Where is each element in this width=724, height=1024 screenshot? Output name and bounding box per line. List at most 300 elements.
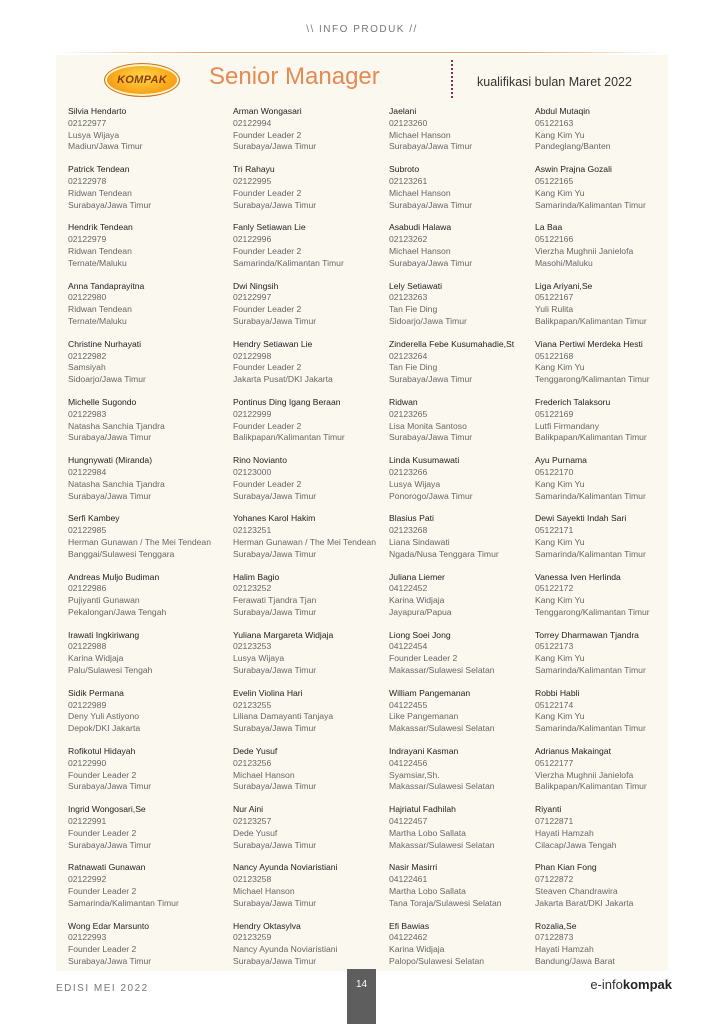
- member-sponsor: Yuli Rulita: [535, 304, 574, 315]
- member-location: Surabaya/Jawa Timur: [233, 665, 317, 676]
- member-name: Michelle Sugondo: [68, 396, 137, 407]
- member-sponsor: Herman Gunawan / The Mei Tendean: [233, 536, 376, 547]
- member-sponsor: Founder Leader 2: [68, 886, 137, 897]
- member-name: Wong Edar Marsunto: [68, 920, 150, 931]
- member-sponsor: Hayati Hamzah: [535, 944, 594, 955]
- member-location: Pekalongan/Jawa Tengah: [68, 606, 167, 617]
- member-name: Rofikotul Hidayah: [68, 746, 136, 757]
- member-location: Balikpapan/Kalimantan Timur: [233, 432, 345, 443]
- member-id: 02122977: [68, 117, 107, 128]
- member-name: Frederich Talaksoru: [535, 396, 611, 407]
- title-separator: [451, 60, 453, 98]
- member-sponsor: Tan Fie Ding: [389, 362, 438, 373]
- member-id: 02122998: [233, 350, 272, 361]
- member-name: Torrey Dharmawan Tjandra: [535, 629, 639, 640]
- member-id: 05122169: [535, 408, 574, 419]
- member-sponsor: Founder Leader 2: [233, 187, 302, 198]
- member-name: Rino Novianto: [233, 455, 287, 466]
- page-number: 14: [347, 969, 376, 1024]
- member-entry: [535, 804, 695, 862]
- member-sponsor: Michael Hanson: [233, 769, 295, 780]
- member-entry: [68, 281, 228, 339]
- member-id: 02123268: [389, 525, 428, 536]
- member-id: 02123257: [233, 816, 272, 827]
- member-entry: [389, 164, 549, 222]
- member-name: Vanessa Iven Herlinda: [535, 571, 621, 582]
- member-name: Anna Tandaprayitna: [68, 280, 145, 291]
- member-location: Surabaya/Jawa Timur: [233, 199, 317, 210]
- member-name: Blasius Pati: [389, 513, 434, 524]
- member-location: Cilacap/Jawa Tengah: [535, 839, 617, 850]
- member-location: Surabaya/Jawa Timur: [68, 781, 152, 792]
- member-name: Aswin Prajna Gozali: [535, 164, 612, 175]
- member-entry: [68, 630, 228, 688]
- member-sponsor: Karina Widjaja: [389, 944, 445, 955]
- member-entry: [68, 746, 228, 804]
- member-sponsor: Kang Kim Yu: [535, 187, 585, 198]
- member-id: 02122986: [68, 583, 107, 594]
- member-entry: [535, 688, 695, 746]
- member-id: 04122457: [389, 816, 428, 827]
- member-id: 02122988: [68, 641, 107, 652]
- member-entry: [68, 106, 228, 164]
- member-name: Ayu Purnama: [535, 455, 587, 466]
- member-name: Abdul Mutaqin: [535, 106, 590, 116]
- member-entry: [389, 339, 549, 397]
- member-sponsor: Lusya Wijaya: [68, 129, 120, 140]
- member-sponsor: Hayati Hamzah: [535, 827, 594, 838]
- member-name: Liga Ariyani,Se: [535, 280, 593, 291]
- member-location: Tana Toraja/Sulawesi Selatan: [389, 897, 502, 908]
- member-name: Fanly Setiawan Lie: [233, 222, 306, 233]
- brand-bold: kompak: [622, 977, 672, 992]
- member-location: Balikpapan/Kalimantan Timur: [535, 432, 647, 443]
- member-id: 02123253: [233, 641, 272, 652]
- member-name: Irawati Ingkiriwang: [68, 629, 140, 640]
- member-name: Nancy Ayunda Noviaristiani: [233, 862, 338, 873]
- member-sponsor: Martha Lobo Sallata: [389, 886, 466, 897]
- member-location: Surabaya/Jawa Timur: [68, 956, 152, 967]
- member-location: Jakarta Barat/DKI Jakarta: [535, 897, 634, 908]
- member-location: Palu/Sulawesi Tengah: [68, 665, 153, 676]
- page-title: Senior Manager: [209, 63, 380, 90]
- member-location: Surabaya/Jawa Timur: [233, 548, 317, 559]
- member-entry: [535, 164, 695, 222]
- member-location: Surabaya/Jawa Timur: [233, 956, 317, 967]
- member-sponsor: Founder Leader 2: [233, 129, 302, 140]
- member-location: Samarinda/Kalimantan Timur: [535, 199, 646, 210]
- member-column-2: [233, 106, 393, 979]
- member-id: 04122452: [389, 583, 428, 594]
- member-id: 02122989: [68, 699, 107, 710]
- member-sponsor: Natasha Sanchia Tjandra: [68, 420, 165, 431]
- member-entry: [389, 397, 549, 455]
- member-entry: [233, 455, 393, 513]
- top-divider: [56, 52, 668, 53]
- member-location: Makassar/Sulawesi Selatan: [389, 723, 495, 734]
- member-name: La Baa: [535, 222, 563, 233]
- member-location: Makassar/Sulawesi Selatan: [389, 781, 495, 792]
- member-entry: [68, 339, 228, 397]
- member-sponsor: Ferawati Tjandra Tjan: [233, 595, 317, 606]
- member-name: Yuliana Margareta Widjaja: [233, 629, 334, 640]
- member-location: Balikpapan/Kalimantan Timur: [535, 781, 647, 792]
- member-entry: [233, 339, 393, 397]
- member-sponsor: Steaven Chandrawira: [535, 886, 618, 897]
- member-sponsor: Samsiyah: [68, 362, 106, 373]
- member-location: Surabaya/Jawa Timur: [233, 490, 317, 501]
- member-id: 05122170: [535, 466, 574, 477]
- member-entry: [535, 572, 695, 630]
- member-id: 07122873: [535, 932, 574, 943]
- member-entry: [68, 572, 228, 630]
- member-location: Sidoarjo/Jawa Timur: [389, 315, 467, 326]
- member-sponsor: Founder Leader 2: [68, 769, 137, 780]
- member-name: Yohanes Karol Hakim: [233, 513, 316, 524]
- member-id: 07122871: [535, 816, 574, 827]
- member-name: Efi Bawias: [389, 920, 430, 931]
- member-sponsor: Ridwan Tendean: [68, 245, 132, 256]
- member-location: Samarinda/Kalimantan Timur: [535, 490, 646, 501]
- member-sponsor: Kang Kim Yu: [535, 595, 585, 606]
- member-sponsor: Founder Leader 2: [233, 304, 302, 315]
- member-entry: [68, 862, 228, 920]
- member-location: Sidoarjo/Jawa Timur: [68, 374, 146, 385]
- member-entry: [233, 630, 393, 688]
- member-sponsor: Nancy Ayunda Noviaristiani: [233, 944, 338, 955]
- member-name: Viana Pertiwi Merdeka Hesti: [535, 338, 643, 349]
- member-location: Surabaya/Jawa Timur: [389, 199, 473, 210]
- member-name: Patrick Tendean: [68, 164, 130, 175]
- member-id: 05122172: [535, 583, 574, 594]
- member-sponsor: Pujiyanti Gunawan: [68, 595, 140, 606]
- brand-wordmark: [590, 977, 672, 992]
- member-entry: [535, 339, 695, 397]
- member-entry: [68, 222, 228, 280]
- member-name: Dewi Sayekti Indah Sari: [535, 513, 627, 524]
- member-id: 02123259: [233, 932, 272, 943]
- member-column-4: [535, 106, 695, 979]
- page-subtitle: kualifikasi bulan Maret 2022: [477, 75, 632, 89]
- member-location: Surabaya/Jawa Timur: [389, 374, 473, 385]
- edition-label: EDISI MEI 2022: [56, 983, 149, 994]
- member-id: 02123263: [389, 292, 428, 303]
- member-id: 07122872: [535, 874, 574, 885]
- member-entry: [389, 513, 549, 571]
- member-location: Tenggarong/Kalimantan Timur: [535, 606, 650, 617]
- member-entry: [389, 222, 549, 280]
- member-name: Evelin Violina Hari: [233, 687, 303, 698]
- member-name: Liong Soei Jong: [389, 629, 451, 640]
- member-name: Juliana Liemer: [389, 571, 445, 582]
- member-id: 02123256: [233, 757, 272, 768]
- member-entry: [233, 572, 393, 630]
- brand-prefix: e-info: [590, 977, 623, 992]
- member-sponsor: Founder Leader 2: [233, 420, 302, 431]
- member-sponsor: Kang Kim Yu: [535, 711, 585, 722]
- member-location: Surabaya/Jawa Timur: [233, 315, 317, 326]
- member-entry: [535, 222, 695, 280]
- member-sponsor: Ridwan Tendean: [68, 304, 132, 315]
- member-name: Robbi Habli: [535, 687, 580, 698]
- member-id: 02123261: [389, 175, 428, 186]
- member-id: 02123260: [389, 117, 428, 128]
- member-sponsor: Kang Kim Yu: [535, 536, 585, 547]
- member-location: Surabaya/Jawa Timur: [233, 897, 317, 908]
- member-name: Serfi Kambey: [68, 513, 120, 524]
- member-location: Samarinda/Kalimantan Timur: [535, 665, 646, 676]
- member-name: Andreas Muljo Budiman: [68, 571, 160, 582]
- member-entry: [535, 630, 695, 688]
- member-location: Surabaya/Jawa Timur: [68, 839, 152, 850]
- member-id: 05122174: [535, 699, 574, 710]
- member-sponsor: Like Pangemanan: [389, 711, 459, 722]
- member-name: Ridwan: [389, 396, 418, 407]
- member-name: Riyanti: [535, 804, 562, 815]
- member-id: 02123251: [233, 525, 272, 536]
- member-entry: [535, 862, 695, 920]
- member-name: Ingrid Wongosari,Se: [68, 804, 146, 815]
- member-name: Dede Yusuf: [233, 746, 278, 757]
- member-id: 05122171: [535, 525, 574, 536]
- member-id: 02123255: [233, 699, 272, 710]
- member-sponsor: Founder Leader 2: [68, 827, 137, 838]
- member-id: 05122167: [535, 292, 574, 303]
- member-sponsor: Founder Leader 2: [68, 944, 137, 955]
- member-name: Pontinus Ding Igang Beraan: [233, 396, 341, 407]
- member-id: 02122993: [68, 932, 107, 943]
- member-name: Halim Bagio: [233, 571, 280, 582]
- member-location: Surabaya/Jawa Timur: [68, 199, 152, 210]
- member-sponsor: Dede Yusuf: [233, 827, 278, 838]
- member-name: Silvia Hendarto: [68, 106, 127, 116]
- member-id: 05122173: [535, 641, 574, 652]
- member-entry: [535, 106, 695, 164]
- member-id: 02122997: [233, 292, 272, 303]
- member-entry: [535, 746, 695, 804]
- member-sponsor: Deny Yuli Astiyono: [68, 711, 140, 722]
- member-entry: [233, 862, 393, 920]
- member-id: 02123262: [389, 234, 428, 245]
- member-location: Samarinda/Kalimantan Timur: [535, 548, 646, 559]
- member-name: Arman Wongasari: [233, 106, 302, 116]
- member-entry: [389, 804, 549, 862]
- member-name: Lely Setiawati: [389, 280, 443, 291]
- member-location: Banggai/Sulawesi Tenggara: [68, 548, 175, 559]
- member-id: 05122166: [535, 234, 574, 245]
- member-id: 04122461: [389, 874, 428, 885]
- member-id: 02122979: [68, 234, 107, 245]
- member-entry: [233, 746, 393, 804]
- member-column-3: [389, 106, 549, 979]
- member-location: Bandung/Jawa Barat: [535, 956, 615, 967]
- member-sponsor: Kang Kim Yu: [535, 478, 585, 489]
- member-location: Makassar/Sulawesi Selatan: [389, 839, 495, 850]
- member-entry: [233, 106, 393, 164]
- member-entry: [389, 455, 549, 513]
- member-id: 05122163: [535, 117, 574, 128]
- member-id: 02122994: [233, 117, 272, 128]
- member-name: Subroto: [389, 164, 420, 175]
- member-name: Adrianus Makaingat: [535, 746, 611, 757]
- member-sponsor: Founder Leader 2: [233, 478, 302, 489]
- section-title: \\ INFO PRODUK //: [306, 24, 418, 35]
- member-location: Surabaya/Jawa Timur: [389, 257, 473, 268]
- member-entry: [535, 455, 695, 513]
- member-location: Palopo/Sulawesi Selatan: [389, 956, 485, 967]
- member-name: Nur Aini: [233, 804, 264, 815]
- member-sponsor: Michael Hanson: [389, 129, 451, 140]
- member-name: Hajriatul Fadhilah: [389, 804, 456, 815]
- member-id: 02123252: [233, 583, 272, 594]
- member-sponsor: Michael Hanson: [233, 886, 295, 897]
- member-name: Phan Kian Fong: [535, 862, 597, 873]
- member-location: Depok/DKI Jakarta: [68, 723, 141, 734]
- member-name: Sidik Permana: [68, 687, 124, 698]
- member-location: Ternate/Maluku: [68, 315, 127, 326]
- member-entry: [233, 397, 393, 455]
- member-entry: [389, 688, 549, 746]
- member-entry: [233, 513, 393, 571]
- member-entry: [68, 164, 228, 222]
- member-entry: [535, 281, 695, 339]
- member-entry: [68, 804, 228, 862]
- member-sponsor: Founder Leader 2: [233, 362, 302, 373]
- member-id: 02122982: [68, 350, 107, 361]
- member-id: 04122454: [389, 641, 428, 652]
- member-location: Ngada/Nusa Tenggara Timur: [389, 548, 499, 559]
- member-entry: [68, 921, 228, 979]
- member-sponsor: Karina Widjaja: [68, 653, 124, 664]
- member-location: Surabaya/Jawa Timur: [389, 432, 473, 443]
- member-sponsor: Natasha Sanchia Tjandra: [68, 478, 165, 489]
- member-location: Madiun/Jawa Timur: [68, 141, 143, 152]
- member-location: Jayapura/Papua: [389, 606, 452, 617]
- member-location: Surabaya/Jawa Timur: [233, 606, 317, 617]
- member-entry: [389, 862, 549, 920]
- member-entry: [68, 397, 228, 455]
- member-id: 02122991: [68, 816, 107, 827]
- member-id: 02122999: [233, 408, 272, 419]
- member-name: Indrayani Kasman: [389, 746, 459, 757]
- member-id: 04122455: [389, 699, 428, 710]
- member-name: Ratnawati Gunawan: [68, 862, 146, 873]
- logo-text: KOMPAK: [117, 74, 167, 86]
- member-id: 04122462: [389, 932, 428, 943]
- member-entry: [389, 630, 549, 688]
- member-entry: [389, 281, 549, 339]
- member-id: 05122177: [535, 757, 574, 768]
- member-id: 02122996: [233, 234, 272, 245]
- member-name: Zinderella Febe Kusumahadie,St: [389, 338, 515, 349]
- member-id: 02122983: [68, 408, 107, 419]
- member-entry: [68, 455, 228, 513]
- member-name: Asabudi Halawa: [389, 222, 452, 233]
- member-sponsor: Founder Leader 2: [389, 653, 458, 664]
- member-location: Surabaya/Jawa Timur: [233, 781, 317, 792]
- member-name: Jaelani: [389, 106, 417, 116]
- member-entry: [389, 746, 549, 804]
- member-location: Jakarta Pusat/DKI Jakarta: [233, 374, 333, 385]
- member-entry: [68, 513, 228, 571]
- member-name: William Pangemanan: [389, 687, 471, 698]
- member-sponsor: Lusya Wijaya: [389, 478, 441, 489]
- member-location: Samarinda/Kalimantan Timur: [535, 723, 646, 734]
- member-location: Pandeglang/Banten: [535, 141, 611, 152]
- member-entry: [233, 804, 393, 862]
- member-sponsor: Kang Kim Yu: [535, 362, 585, 373]
- member-id: 02122990: [68, 757, 107, 768]
- member-entry: [68, 688, 228, 746]
- member-entry: [389, 921, 549, 979]
- member-location: Tenggarong/Kalimantan Timur: [535, 374, 650, 385]
- member-id: 02123000: [233, 466, 272, 477]
- member-id: 02123265: [389, 408, 428, 419]
- member-entry: [389, 106, 549, 164]
- member-location: Surabaya/Jawa Timur: [233, 723, 317, 734]
- member-sponsor: Karina Widjaja: [389, 595, 445, 606]
- member-id: 05122168: [535, 350, 574, 361]
- member-location: Surabaya/Jawa Timur: [68, 490, 152, 501]
- member-location: Surabaya/Jawa Timur: [389, 141, 473, 152]
- member-sponsor: Liliana Damayanti Tanjaya: [233, 711, 334, 722]
- member-entry: [535, 397, 695, 455]
- member-location: Samarinda/Kalimantan Timur: [233, 257, 344, 268]
- member-sponsor: Founder Leader 2: [233, 245, 302, 256]
- member-name: Nasir Masirri: [389, 862, 438, 873]
- member-id: 02122992: [68, 874, 107, 885]
- member-location: Ternate/Maluku: [68, 257, 127, 268]
- member-name: Hendry Oktasylva: [233, 920, 301, 931]
- member-sponsor: Lisa Monita Santoso: [389, 420, 467, 431]
- member-entry: [233, 222, 393, 280]
- member-name: Hendry Setiawan Lie: [233, 338, 313, 349]
- member-name: Rozalia,Se: [535, 920, 577, 931]
- member-sponsor: Kang Kim Yu: [535, 129, 585, 140]
- member-location: Surabaya/Jawa Timur: [233, 141, 317, 152]
- member-id: 05122165: [535, 175, 574, 186]
- member-sponsor: Ridwan Tendean: [68, 187, 132, 198]
- member-entry: [233, 164, 393, 222]
- member-sponsor: Michael Hanson: [389, 187, 451, 198]
- member-name: Christine Nurhayati: [68, 338, 142, 349]
- member-sponsor: Vierzha Mughnii Janielofa: [535, 769, 634, 780]
- member-id: 02122995: [233, 175, 272, 186]
- member-column-1: [68, 106, 228, 979]
- member-sponsor: Lutfi Firmandany: [535, 420, 600, 431]
- member-id: 02123258: [233, 874, 272, 885]
- member-location: Ponorogo/Jawa Timur: [389, 490, 473, 501]
- member-entry: [233, 281, 393, 339]
- member-location: Samarinda/Kalimantan Timur: [68, 897, 179, 908]
- member-id: 02123266: [389, 466, 428, 477]
- member-location: Balikpapan/Kalimantan Timur: [535, 315, 647, 326]
- member-location: Masohi/Maluku: [535, 257, 593, 268]
- member-id: 02123264: [389, 350, 428, 361]
- member-name: Hungnywati (Miranda): [68, 455, 153, 466]
- member-id: 02122984: [68, 466, 107, 477]
- member-location: Makassar/Sulawesi Selatan: [389, 665, 495, 676]
- member-sponsor: Vierzha Mughnii Janielofa: [535, 245, 634, 256]
- member-sponsor: Syamsiar,Sh.: [389, 769, 440, 780]
- member-sponsor: Tan Fie Ding: [389, 304, 438, 315]
- member-id: 02122980: [68, 292, 107, 303]
- kompak-logo: [104, 63, 180, 97]
- member-location: Surabaya/Jawa Timur: [233, 839, 317, 850]
- member-entry: [535, 921, 695, 979]
- member-entry: [389, 572, 549, 630]
- member-location: Surabaya/Jawa Timur: [68, 432, 152, 443]
